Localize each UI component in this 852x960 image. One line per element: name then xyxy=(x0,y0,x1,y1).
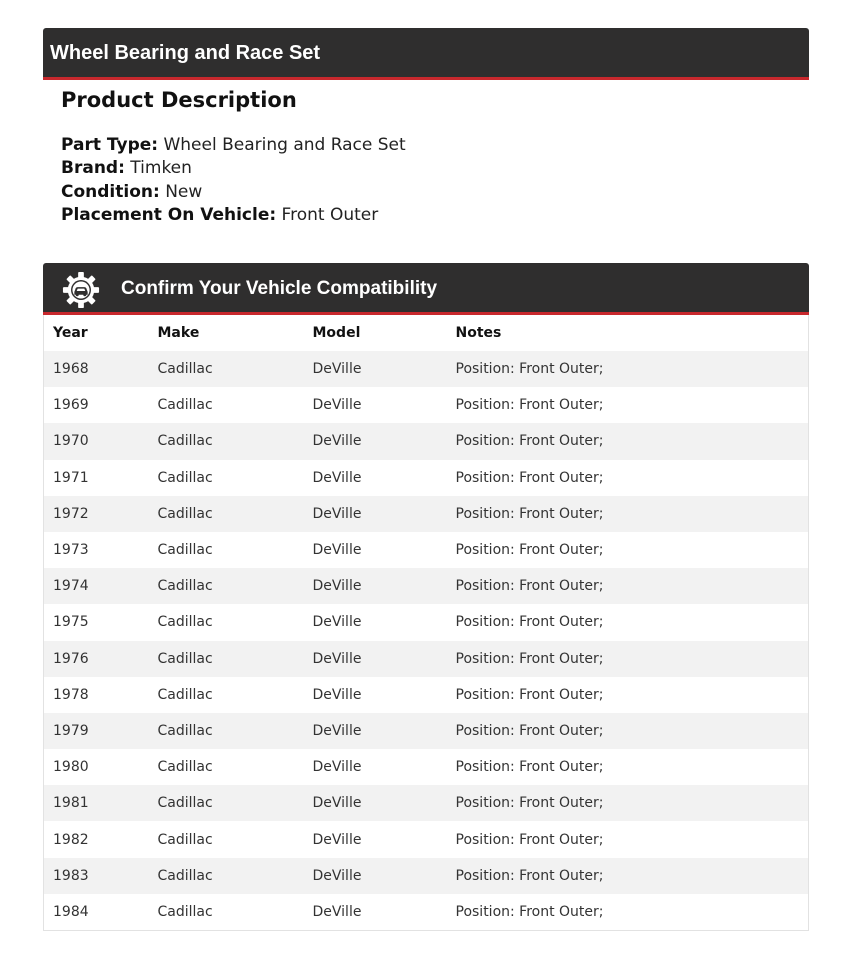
cell-year: 1981 xyxy=(44,785,158,821)
table-row xyxy=(44,894,809,930)
table-row xyxy=(44,749,809,785)
compatibility-table xyxy=(43,315,809,931)
cell-make: Cadillac xyxy=(158,423,313,459)
cell-year: 1975 xyxy=(53,614,89,631)
cell-year: 1971 xyxy=(53,469,89,486)
table-header-row xyxy=(44,315,809,351)
cell-model: DeVille xyxy=(312,686,362,703)
table-row xyxy=(44,496,809,532)
cell-year: 1973 xyxy=(53,542,89,559)
cell-year: 1976 xyxy=(44,641,158,677)
cell-notes: Position: Front Outer; xyxy=(456,351,809,387)
table-row xyxy=(44,387,809,423)
spec-placement xyxy=(61,204,761,227)
spec-label: Condition: xyxy=(61,181,160,202)
cell-year: 1972 xyxy=(44,496,158,532)
cell-make: Cadillac xyxy=(158,641,313,677)
spec-value: Wheel Bearing and Race Set xyxy=(158,135,406,155)
description-heading: Product Description xyxy=(61,88,297,112)
spec-value: New xyxy=(159,181,203,202)
spec-label: Placement On Vehicle: xyxy=(61,205,277,226)
cell-notes: Position: Front Outer; xyxy=(456,785,809,821)
cell-year: 1978 xyxy=(53,686,89,703)
cell-make: Cadillac xyxy=(157,759,213,776)
cell-year: 1984 xyxy=(53,903,89,920)
cell-notes: Position: Front Outer; xyxy=(455,831,604,848)
cell-make: Cadillac xyxy=(157,686,213,703)
cell-model: DeVille xyxy=(313,641,456,677)
cell-notes: Position: Front Outer; xyxy=(455,614,604,631)
table-row xyxy=(44,785,809,821)
cell-make: Cadillac xyxy=(158,496,313,532)
cell-make: Cadillac xyxy=(158,351,313,387)
compatibility-header xyxy=(43,263,809,315)
cell-model: DeVille xyxy=(312,542,362,559)
cell-year: 1980 xyxy=(53,759,89,776)
cell-notes: Position: Front Outer; xyxy=(455,759,604,776)
spec-label: Part Type: xyxy=(61,135,159,155)
cell-make: Cadillac xyxy=(157,903,213,920)
cell-model: DeVille xyxy=(313,496,456,532)
table-row xyxy=(44,604,809,640)
cell-make: Cadillac xyxy=(157,469,213,486)
cell-make: Cadillac xyxy=(157,831,213,848)
cell-year: 1974 xyxy=(44,568,158,604)
table-row xyxy=(44,460,809,496)
cell-year: 1970 xyxy=(44,423,158,459)
product-title-bar xyxy=(43,28,809,80)
table-row xyxy=(44,641,809,677)
cell-make: Cadillac xyxy=(158,568,313,604)
table-row xyxy=(44,677,809,713)
cell-notes: Position: Front Outer; xyxy=(455,686,604,703)
table-row xyxy=(44,858,809,894)
column-header-make: Make xyxy=(157,325,200,341)
cell-make: Cadillac xyxy=(158,713,313,749)
cell-year: 1969 xyxy=(53,397,89,414)
spec-value: Front Outer xyxy=(276,205,379,226)
cell-model: DeVille xyxy=(313,713,456,749)
column-header-notes: Notes xyxy=(455,325,502,341)
cell-year: 1983 xyxy=(44,858,158,894)
cell-model: DeVille xyxy=(312,759,362,776)
cell-model: DeVille xyxy=(313,568,456,604)
cell-make: Cadillac xyxy=(157,397,213,414)
spec-condition xyxy=(61,181,761,204)
cell-make: Cadillac xyxy=(157,614,213,631)
compatibility-heading: Confirm Your Vehicle Compatibility xyxy=(121,278,438,299)
cell-notes: Position: Front Outer; xyxy=(456,423,809,459)
column-header-year: Year xyxy=(53,325,88,341)
cell-make: Cadillac xyxy=(158,858,313,894)
product-description xyxy=(61,86,761,228)
cell-model: DeVille xyxy=(312,614,362,631)
table-row xyxy=(44,821,809,857)
table-row xyxy=(44,423,809,459)
spec-label: Brand: xyxy=(61,158,125,179)
cell-notes: Position: Front Outer; xyxy=(456,858,809,894)
table-row xyxy=(44,532,809,568)
cell-make: Cadillac xyxy=(158,785,313,821)
cell-model: DeVille xyxy=(312,831,362,848)
cell-model: DeVille xyxy=(313,423,456,459)
cell-model: DeVille xyxy=(313,785,456,821)
cell-notes: Position: Front Outer; xyxy=(455,469,604,486)
column-header-model: Model xyxy=(312,325,361,341)
spec-brand xyxy=(61,157,761,180)
spec-part-type xyxy=(61,134,761,157)
table-row xyxy=(44,568,809,604)
cell-year: 1982 xyxy=(53,831,89,848)
cell-notes: Position: Front Outer; xyxy=(455,542,604,559)
cell-notes: Position: Front Outer; xyxy=(456,568,809,604)
spec-value: Timken xyxy=(124,158,192,179)
cell-model: DeVille xyxy=(312,903,362,920)
cell-notes: Position: Front Outer; xyxy=(456,496,809,532)
cell-year: 1968 xyxy=(44,351,158,387)
product-title: Wheel Bearing and Race Set xyxy=(50,42,321,64)
cell-model: DeVille xyxy=(313,351,456,387)
table-body xyxy=(44,351,809,930)
cell-make: Cadillac xyxy=(157,542,213,559)
cell-notes: Position: Front Outer; xyxy=(456,641,809,677)
cell-notes: Position: Front Outer; xyxy=(456,713,809,749)
cell-notes: Position: Front Outer; xyxy=(455,903,604,920)
cell-notes: Position: Front Outer; xyxy=(455,397,604,414)
cell-model: DeVille xyxy=(312,397,362,414)
cell-model: DeVille xyxy=(313,858,456,894)
cell-model: DeVille xyxy=(312,469,362,486)
gear-car-icon xyxy=(62,271,100,309)
table-row xyxy=(44,351,809,387)
table-row xyxy=(44,713,809,749)
spec-list xyxy=(61,134,761,228)
cell-year: 1979 xyxy=(44,713,158,749)
